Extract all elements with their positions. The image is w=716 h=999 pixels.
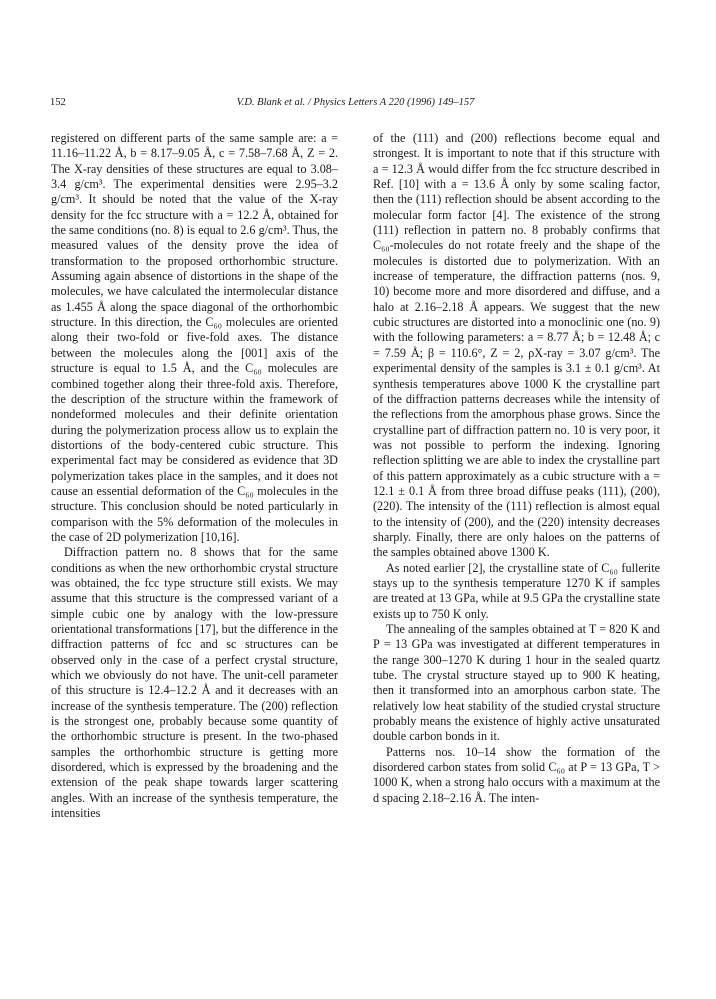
page-number: 152 bbox=[50, 97, 66, 108]
paragraph: Diffraction pattern no. 8 shows that for the same conditions as when the new orthorhombic crystal structure was obtained, the fcc type structure still exists. We may assume that this structure is the compressed variant of a simple cubic one by analogy with the low-pressure orientational transformations [17], but the difference in the diffraction patterns of fcc and sc structures can be observed only in the case of a perfect crystal structure, which we obviously do not have. The unit-cell parameter of this structure is 12.4–12.2 Å and it decreases with an increase of the synthesis temperature. The (200) reflection is the strongest one, probably because some quantity of the orthorhombic structure is present. In the two-phased samples the orthorhombic structure is getting more disordered, which is expressed by the broadening and the extension of the peak shape towards larger scattering angles. With an increase of the synthesis temperature, the intensities bbox=[51, 545, 338, 821]
paragraph: registered on different parts of the same sample are: a = 11.16–11.22 Å, b = 8.17–9.05 Å, c = 7.58–7.68 Å, Z = 2. The X-ray densities of these structures are equal to 3.08–3.4 g/cm³. The experimental densities were 2.95–3.2 g/cm³. It should be noted that the value of the X-ray density for the fcc structure with a = 12.2 Å, obtained for the same conditions (no. 8) is equal to 2.6 g/cm³. Thus, the measured values of the density prove the idea of transformation to the proposed orthorhombic structure. Assuming again absence of distortions in the shape of the molecules, we have calculated the intermolecular distance as 1.455 Å along the space diagonal of the orthorhombic structure. In this direction, the C₆₀ molecules are oriented along their two-fold or five-fold axes. The distance between the molecules along the [001] axis of the structure is equal to 1.5 Å, and the C₆₀ molecules are combined together along their three-fold axis. Therefore, the description of the structure within the framework of nondeformed molecules and their definite orientation during the polymerization process allow us to explain the distortions of the body-centered cubic structure. This experimental fact may be considered as evidence that 3D polymerization takes place in the samples, and it does not cause an essential deformation of the C₆₀ molecules in the structure. This conclusion should be noted particularly in comparison with the 5% deformation of the molecules in the case of 2D polymerization [10,16]. bbox=[51, 131, 338, 544]
page-header bbox=[50, 97, 661, 113]
right-column bbox=[373, 131, 660, 806]
paragraph: The annealing of the samples obtained at T = 820 K and P = 13 GPa was investigated at different temperatures in the range 300–1270 K during 1 hour in the sealed quartz tube. The crystal structure stayed up to 900 K heating, then it transformed into an amorphous carbon state. The relatively low heat stability of the studied crystal structure probably means the existence of highly active unsaturated double carbon bonds in it. bbox=[373, 622, 660, 744]
running-head: V.D. Blank et al. / Physics Letters A 220 (1996) 149–157 bbox=[236, 97, 475, 108]
paragraph: As noted earlier [2], the crystalline state of C₆₀ fullerite stays up to the synthesis temperature 1270 K if samples are treated at 13 GPa, while at 9.5 GPa the crystalline state exists up to 750 K only. bbox=[373, 560, 660, 621]
left-column bbox=[51, 131, 338, 821]
paragraph: Patterns nos. 10–14 show the formation of the disordered carbon states from solid C₆₀ at P = 13 GPa, T > 1000 K, when a strong halo occurs with a maximum at the d spacing 2.18–2.16 Å. The inten- bbox=[373, 744, 660, 805]
paragraph: of the (111) and (200) reflections become equal and strongest. It is important to note that if this structure with a = 12.3 Å would differ from the fcc structure described in Ref. [10] with a = 13.6 Å only by some scaling factor, then the (111) reflection should be absent according to the molecular form factor [4]. The existence of the strong (111) reflection in pattern no. 8 probably confirms that C₆₀-molecules do not rotate freely and the shape of the molecules is distorted due to polymerization. With an increase of temperature, the diffraction patterns (nos. 9, 10) become more and more disordered and diffuse, and a halo at 2.16–2.18 Å appears. We suggest that the new cubic structures are distorted into a monoclinic one (no. 9) with the following parameters: a = 8.77 Å; b = 12.48 Å; c = 7.59 Å; β = 110.6°, Z = 2, ρX-ray = 3.07 g/cm³. The experimental density of the samples is 3.1 ± 0.1 g/cm³. At synthesis temperatures above 1000 K the crystalline part of the diffraction patterns decreases while the intensity of the reflections from the amorphous phase grows. Since the crystalline part of diffraction pattern no. 10 is very poor, it was not possible to perform the indexing. Ignoring reflection splitting we are able to index the crystalline part of this pattern approximately as a cubic structure with a = 12.1 ± 0.1 Å from three broad diffuse peaks (111), (200), (220). The intensity of the (111) reflection is almost equal to the intensity of (200), and the (220) intensity decreases sharply. Finally, there are only haloes on the patterns of the samples obtained above 1300 K. bbox=[373, 131, 660, 560]
